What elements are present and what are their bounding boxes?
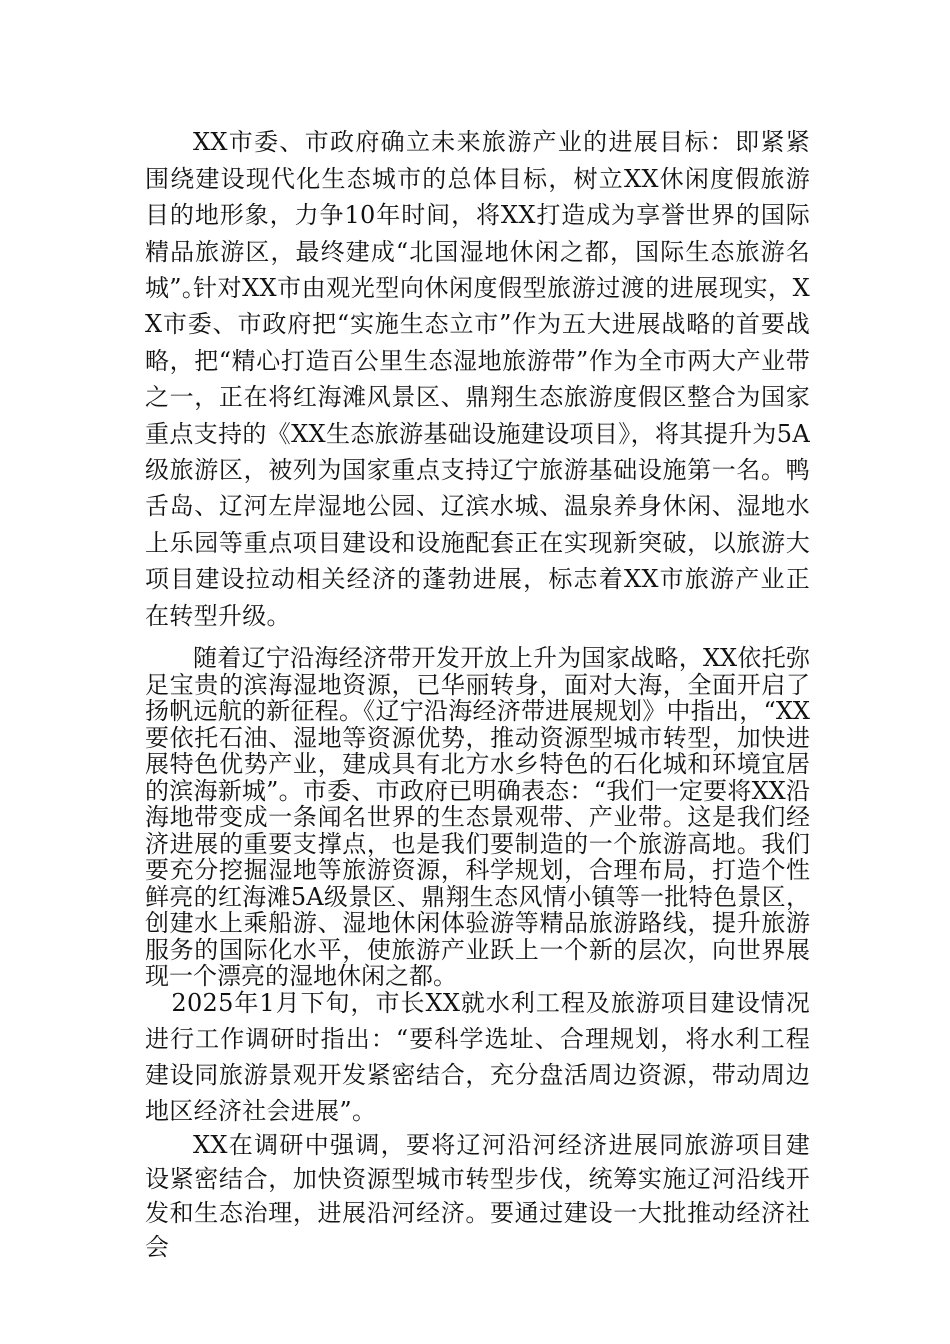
paragraph-tourism-goals: XX市委、市政府确立未来旅游产业的进展目标：即紧紧围绕建设现代化生态城市的总体目标，树立XX休闲度假旅游目的地形象，力争10年时间，将XX打造成为享誉世界的国际精品旅游区，最终建成“北国湿地休闲之都，国际生态旅游名城”。	[145, 128, 810, 302]
paragraph-liaohe-development: XX在调研中强调，要将辽河沿河经济进展同旅游项目建设紧密结合，加快资源型城市转型步伐，统筹实施辽河沿线开发和生态治理，进展沿河经济。要通过建设一大批推动经济社会	[145, 1131, 810, 1261]
paragraph-mayor-research: 2025年1月下旬，市长XX就水利工程及旅游项目建设情况进行工作调研时指出：“要科学选址、合理规划，将水利工程建设同旅游景观开发紧密结合，充分盘活周边资源，带动周边地区经济社会进展”。	[145, 989, 810, 1125]
paragraph-coastal-economy: 随着辽宁沿海经济带开发开放上升为国家战略，XX依托弥足宝贵的滨海湿地资源，已华丽转身，面对大海，全面开启了扬帆远航的新征程。《辽宁沿海经济带进展规划》中指出，“XX要依托石油、湿地等资源优势，推动资源型城市转型，加快进展特色优势产业，建成具有北方水乡特色的石化城和环境宜居的滨海新城”。市委、市政府已明确表态：“我们一定要将XX沿海地带变成一条闻名世界的生态景观带、产业带。这是我们经济进展的重要支撑点，也是我们要制造的一个旅游高地。我们要充分挖掘湿地等旅游资源，科学规划，合理布局，打造个性鲜亮的红海滩5A级景区、鼎翔生态风情小镇等一批特色景区，创建水上乘船游、湿地休闲体验游等精品旅游路线，提升旅游服务的国际化水平，使旅游产业跃上一个新的层次，向世界展现一个漂亮的湿地休闲之都。	[145, 644, 810, 990]
paragraph-ecological-strategy: 针对XX市由观光型向休闲度假型旅游过渡的进展现实，XX市委、市政府把“实施生态立市”作为五大进展战略的首要战略，把“精心打造百公里生态湿地旅游带”作为全市两大产业带之一，正在将红海滩风景区、鼎翔生态旅游度假区整合为国家重点支持的《XX生态旅游基础设施建设项目》，将其提升为5A级旅游区，被列为国家重点支持辽宁旅游基础设施第一名。鸭舌岛、辽河左岸湿地公园、辽滨水城、温泉养身休闲、湿地水上乐园等重点项目建设和设施配套正在实现新突破，以旅游大项目建设拉动相关经济的蓬勃进展，标志着XX市旅游产业正在转型升级。	[145, 274, 810, 630]
